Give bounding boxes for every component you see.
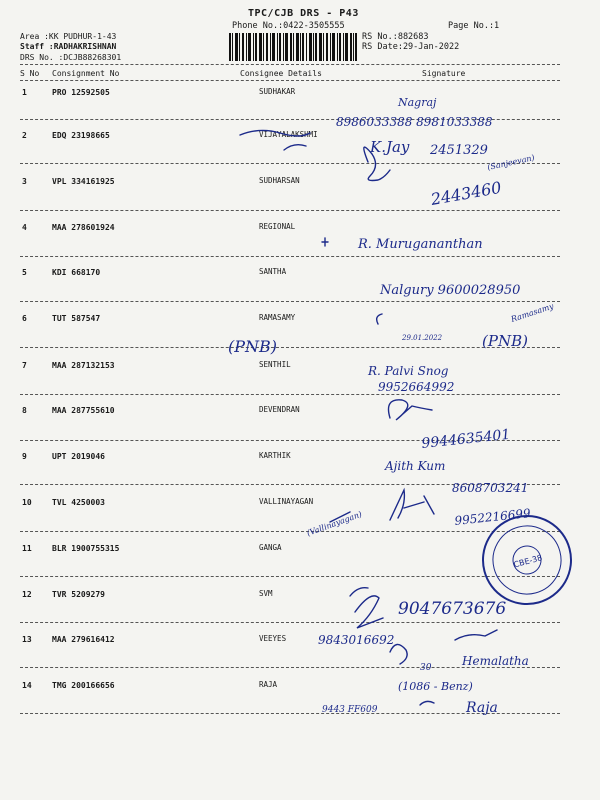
signature-text: Hemalatha	[462, 654, 529, 668]
row-sno: 4	[22, 223, 27, 232]
divider	[20, 347, 560, 348]
phone-number: Phone No.:0422-3505555	[232, 21, 345, 31]
table-row	[0, 406, 600, 456]
row-sno: 5	[22, 268, 27, 277]
signature-text: R. Palvi Snog	[368, 364, 449, 378]
sheet-title: TPC/CJB DRS - P43	[248, 8, 359, 19]
row-consignee: RAMASAMY	[259, 313, 296, 322]
signature-text: 2451329	[430, 143, 488, 158]
row-consignment: PRO 12592505	[52, 88, 110, 97]
signature-text: Raja	[466, 700, 498, 716]
table-row	[0, 635, 600, 685]
signature-text: 2443460	[429, 177, 503, 209]
row-consignment: EDQ 23198665	[52, 131, 110, 140]
row-consignee: DEVENDRAN	[259, 405, 300, 414]
signature-text: (Vallinayagan)	[305, 509, 364, 538]
row-consignment: MAA 287132153	[52, 361, 115, 370]
signature-text: R. Murugananthan	[358, 237, 483, 252]
row-sno: 9	[22, 452, 27, 461]
table-row	[0, 177, 600, 227]
signature-text: 9443 FF609	[322, 705, 378, 715]
row-sno: 6	[22, 314, 27, 323]
table-row	[0, 131, 600, 181]
row-consignee: KARTHIK	[259, 451, 291, 460]
row-sno: 11	[22, 544, 32, 553]
divider	[20, 119, 560, 120]
divider	[20, 713, 560, 714]
row-sno: 8	[22, 406, 27, 415]
row-consignment: MAA 278601924	[52, 223, 115, 232]
row-consignee: REGIONAL	[259, 222, 296, 231]
col-signature: Signature	[422, 69, 466, 78]
row-consignment: BLR 1900755315	[52, 544, 120, 553]
signature-text: 9952664992	[378, 380, 455, 394]
row-consignment: UPT 2019046	[52, 452, 105, 461]
table-row	[0, 361, 600, 411]
signature-text: 30	[420, 663, 432, 673]
signature-text: (Sanjeevan)	[486, 153, 536, 172]
divider	[20, 622, 560, 623]
row-sno: 1	[22, 88, 27, 97]
divider	[20, 163, 560, 164]
signature-text: 8608703241	[452, 481, 529, 495]
table-row	[0, 223, 600, 273]
col-consignment: Consignment No	[52, 69, 120, 78]
signature-text: K.Jay	[370, 138, 410, 156]
row-consignment: VPL 334161925	[52, 177, 115, 186]
divider	[20, 210, 560, 211]
row-sno: 3	[22, 177, 27, 186]
row-consignee: VEEYES	[259, 634, 287, 643]
row-consignee: SUDHAKAR	[259, 87, 296, 96]
rs-date: RS Date:29-Jan-2022	[362, 42, 460, 52]
row-sno: 14	[22, 681, 32, 690]
row-sno: 13	[22, 635, 32, 644]
row-consignee: VALLINAYAGAN	[259, 497, 314, 506]
area-label: Area :KK PUDHUR-1-43	[20, 32, 117, 41]
row-consignee: VIJAYALAKSHMI	[259, 130, 318, 139]
staff-label: Staff :	[20, 42, 54, 51]
row-consignee: SENTHIL	[259, 360, 291, 369]
col-consignee: Consignee Details	[240, 69, 322, 78]
divider	[20, 531, 560, 532]
table-row	[0, 452, 600, 502]
table-row	[0, 498, 600, 548]
divider	[20, 301, 560, 302]
row-consignee: SANTHA	[259, 267, 287, 276]
row-consignment: TVL 4250003	[52, 498, 105, 507]
row-consignment: MAA 287755610	[52, 406, 115, 415]
signature-text: Nagraj	[398, 96, 437, 109]
signature-text: 9047673676	[398, 599, 507, 619]
signature-text: Ajith Kum	[385, 459, 446, 473]
signature-text: 9843016692	[318, 633, 395, 647]
table-row	[0, 681, 600, 731]
row-sno: 2	[22, 131, 27, 140]
divider	[20, 394, 560, 395]
row-consignee: SVM	[259, 589, 273, 598]
svg-text:CBE-38: CBE-38	[512, 553, 544, 570]
row-consignee: GANGA	[259, 543, 282, 552]
rs-number: RS No.:882683	[362, 32, 429, 42]
row-consignment: TVR 5209279	[52, 590, 105, 599]
row-consignment: TMG 200166656	[52, 681, 115, 690]
signature-text: (PNB)	[228, 337, 278, 356]
divider	[20, 484, 560, 485]
page-number: Page No.:1	[448, 21, 500, 31]
signature-text: Nalgury 9600028950	[380, 283, 521, 298]
row-consignee: SUDHARSAN	[259, 176, 300, 185]
table-row	[0, 314, 600, 364]
row-sno: 12	[22, 590, 32, 599]
table-row	[0, 590, 600, 640]
table-row	[0, 544, 600, 594]
col-sno: S No	[20, 69, 40, 78]
row-sno: 7	[22, 361, 27, 370]
signature-text: 29.01.2022	[402, 334, 443, 342]
drs-number: DRS No. :DCJB88268301	[20, 53, 122, 62]
divider	[20, 256, 560, 257]
row-consignment: MAA 279616412	[52, 635, 115, 644]
signature-text: 9944635401	[420, 426, 512, 452]
signature-text: 8986033388 8981033388	[336, 115, 493, 129]
divider	[20, 667, 560, 668]
signature-text: Ramasamy	[509, 301, 555, 324]
divider	[20, 80, 560, 81]
row-consignee: RAJA	[259, 680, 278, 689]
staff-line	[20, 42, 116, 51]
barcode-icon	[229, 33, 357, 61]
row-consignment: KDI 668170	[52, 268, 101, 277]
signature-text: (PNB)	[482, 332, 528, 350]
row-consignment: TUT 587547	[52, 314, 101, 323]
staff-name: RADHAKRISHNAN	[53, 42, 117, 51]
row-sno: 10	[22, 498, 32, 507]
signature-text: 9952216699	[453, 506, 532, 528]
divider	[20, 440, 560, 441]
signature-text: (1086 - Benz)	[398, 680, 473, 693]
divider	[20, 64, 560, 65]
divider	[20, 576, 560, 577]
table-row	[0, 268, 600, 318]
